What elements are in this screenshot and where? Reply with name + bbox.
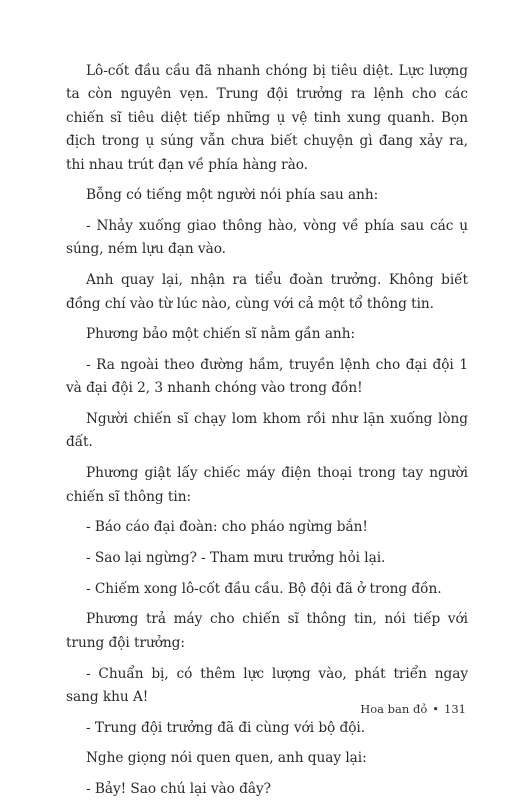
paragraph: - Nhảy xuống giao thông hào, vòng về phía sau các ụ súng, ném lựu đạn vào.: [66, 218, 468, 258]
paragraph: Bỗng có tiếng một người nói phía sau anh:: [86, 187, 379, 204]
paragraph: - Chuẩn bị, có thêm lực lượng vào, phát triển ngay sang khu A!: [66, 665, 468, 705]
paragraph: - Chiếm xong lô-cốt đầu cầu. Bộ đội đã ở trong đồn.: [86, 580, 442, 597]
paragraph: Nghe giọng nói quen quen, anh quay lại:: [86, 750, 367, 767]
paragraph: - Trung đội trưởng đã đi cùng với bộ đội.: [86, 719, 366, 736]
paragraph: Phương bảo một chiến sĩ nằm gần anh:: [86, 326, 356, 343]
paragraph: Lô-cốt đầu cầu đã nhanh chóng bị tiêu diệt. Lực lượng ta còn nguyên vẹn. Trung đội trưởng ra lệnh cho các chiến sĩ tiêu diệt tiếp những ụ vệ tinh xung quanh. Bọn địch trong ụ súng vẫn chưa biết chuyện gì đang xảy ra, thi nhau trút đạn về phía hàng rào.: [66, 63, 468, 173]
paragraph: - Sao lại ngừng? - Tham mưu trưởng hỏi lại.: [86, 549, 386, 566]
paragraph: Phương trả máy cho chiến sĩ thông tin, nói tiếp với trung đội trưởng:: [66, 611, 468, 651]
page-footer: [360, 701, 466, 717]
book-title: Hoa ban đỏ: [360, 702, 428, 716]
page-number: 131: [444, 702, 466, 716]
paragraph: - Ra ngoài theo đường hầm, truyền lệnh cho đại đội 1 và đại đội 2, 3 nhanh chóng vào trong đồn!: [66, 356, 468, 397]
paragraph: Người chiến sĩ chạy lom khom rồi như lặn xuống lòng đất.: [66, 411, 468, 451]
paragraph: - Báo cáo đại đoàn: cho pháo ngừng bắn!: [86, 519, 368, 536]
footer-separator: •: [432, 702, 440, 716]
paragraph: Phương giật lấy chiếc máy điện thoại trong tay người chiến sĩ thông tin:: [66, 465, 468, 505]
paragraph: Anh quay lại, nhận ra tiểu đoàn trưởng. Không biết đồng chí vào từ lúc nào, cùng với cả một tổ thông tin.: [66, 272, 468, 312]
page-body: [66, 60, 468, 809]
paragraph: - Bảy! Sao chú lại vào đây?: [86, 781, 271, 798]
